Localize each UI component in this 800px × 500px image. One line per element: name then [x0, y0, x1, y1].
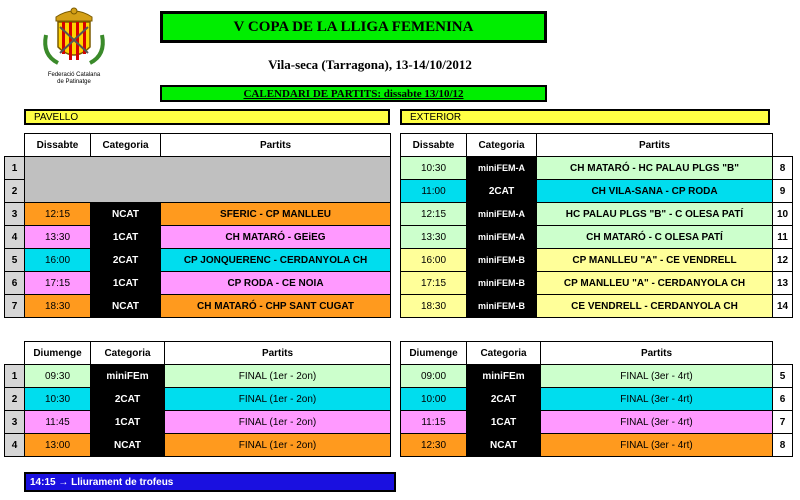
saturday-table [4, 133, 793, 318]
saturday-header-row [5, 134, 793, 157]
match-teams: FINAL (1er - 2on) [165, 388, 391, 411]
match-category: miniFEM-B [467, 272, 537, 295]
row-number: 13 [773, 272, 793, 295]
match-category: NCAT [91, 203, 161, 226]
match-teams: HC PALAU PLGS "B" - C OLESA PATÍ [537, 203, 773, 226]
match-category: 1CAT [91, 272, 161, 295]
match-time: 16:00 [25, 249, 91, 272]
match-time: 09:30 [25, 365, 91, 388]
sunday-table [4, 341, 793, 457]
match-teams: CH MATARÓ - GEiEG [161, 226, 391, 249]
match-teams: CH MATARÓ - HC PALAU PLGS "B" [537, 157, 773, 180]
row-number: 10 [773, 203, 793, 226]
match-time: 11:45 [25, 411, 91, 434]
subtitle: Vila-seca (Tarragona), 13-14/10/2012 [268, 57, 472, 72]
match-category: miniFEm [91, 365, 165, 388]
row-number: 4 [5, 434, 25, 457]
table-row [5, 365, 793, 388]
match-category: miniFEM-B [467, 295, 537, 318]
row-number: 4 [5, 226, 25, 249]
match-category: 2CAT [91, 388, 165, 411]
match-time: 18:30 [401, 295, 467, 318]
match-category: NCAT [467, 434, 541, 457]
match-teams: FINAL (1er - 2on) [165, 434, 391, 457]
match-category: 1CAT [91, 226, 161, 249]
match-time: 10:30 [25, 388, 91, 411]
match-category: 2CAT [91, 249, 161, 272]
col-partits: Partits [165, 342, 391, 365]
match-teams: CH MATARÓ - CHP SANT CUGAT [161, 295, 391, 318]
match-time: 12:15 [401, 203, 467, 226]
match-time: 13:30 [401, 226, 467, 249]
row-number: 3 [5, 411, 25, 434]
trophy-ceremony-banner: 14:15 → Lliurament de trofeus [24, 472, 396, 492]
row-number: 5 [5, 249, 25, 272]
match-teams: CP JONQUERENC - CERDANYOLA CH [161, 249, 391, 272]
match-teams: FINAL (3er - 4rt) [541, 434, 773, 457]
match-time: 10:30 [401, 157, 467, 180]
row-number: 7 [773, 411, 793, 434]
row-number: 6 [773, 388, 793, 411]
row-number: 6 [5, 272, 25, 295]
crest-icon [36, 5, 112, 69]
table-row [5, 295, 793, 318]
row-number: 14 [773, 295, 793, 318]
match-time: 11:15 [401, 411, 467, 434]
match-teams: FINAL (1er - 2on) [165, 365, 391, 388]
row-number: 12 [773, 249, 793, 272]
row-number: 3 [5, 203, 25, 226]
federation-logo [36, 5, 112, 83]
col-categoria: Categoria [91, 134, 161, 157]
row-number: 8 [773, 434, 793, 457]
match-category: miniFEM-A [467, 203, 537, 226]
col-diumenge-ext: Diumenge [401, 342, 467, 365]
match-teams: FINAL (3er - 4rt) [541, 411, 773, 434]
match-teams: FINAL (3er - 4rt) [541, 365, 773, 388]
match-teams: CP RODA - CE NOIA [161, 272, 391, 295]
col-diumenge: Diumenge [25, 342, 91, 365]
match-category: NCAT [91, 295, 161, 318]
match-time: 17:15 [401, 272, 467, 295]
row-number: 11 [773, 226, 793, 249]
section-exterior: EXTERIOR [400, 109, 770, 125]
row-number: 2 [5, 388, 25, 411]
page-title: V COPA DE LA LLIGA FEMENINA [160, 11, 547, 43]
table-row [5, 388, 793, 411]
table-row [5, 272, 793, 295]
empty-slot [25, 157, 391, 203]
match-teams: CH VILA-SANA - CP RODA [537, 180, 773, 203]
match-category: 2CAT [467, 180, 537, 203]
col-categoria-ext: Categoria [467, 134, 537, 157]
match-category: miniFEM-A [467, 157, 537, 180]
match-time: 17:15 [25, 272, 91, 295]
match-teams: FINAL (3er - 4rt) [541, 388, 773, 411]
match-category: 2CAT [467, 388, 541, 411]
match-time: 10:00 [401, 388, 467, 411]
match-category: miniFEM-B [467, 249, 537, 272]
calendar-label: CALENDARI DE PARTITS: dissabte 13/10/12 [160, 85, 547, 102]
match-time: 12:30 [401, 434, 467, 457]
table-row [5, 226, 793, 249]
col-categoria: Categoria [91, 342, 165, 365]
col-dissabte-ext: Dissabte [401, 134, 467, 157]
row-number: 1 [5, 157, 25, 180]
match-teams: CP MANLLEU "A" - CE VENDRELL [537, 249, 773, 272]
col-partits-ext: Partits [541, 342, 773, 365]
col-dissabte: Dissabte [25, 134, 91, 157]
table-row [5, 203, 793, 226]
table-row [5, 411, 793, 434]
match-teams: CE VENDRELL - CERDANYOLA CH [537, 295, 773, 318]
match-category: 1CAT [467, 411, 541, 434]
table-row [5, 434, 793, 457]
match-category: miniFEM-A [467, 226, 537, 249]
col-categoria-ext: Categoria [467, 342, 541, 365]
match-category: NCAT [91, 434, 165, 457]
table-row [5, 157, 793, 180]
match-time: 16:00 [401, 249, 467, 272]
match-teams: CH MATARÓ - C OLESA PATÍ [537, 226, 773, 249]
table-row [5, 249, 793, 272]
row-number: 5 [773, 365, 793, 388]
match-teams: FINAL (1er - 2on) [165, 411, 391, 434]
col-partits: Partits [161, 134, 391, 157]
section-pavello: PAVELLO [24, 109, 390, 125]
match-time: 13:30 [25, 226, 91, 249]
row-number: 7 [5, 295, 25, 318]
match-time: 09:00 [401, 365, 467, 388]
logo-text-1: Federació Catalana [47, 72, 101, 78]
logo-text-2: de Patinatge [57, 79, 91, 85]
match-category: 1CAT [91, 411, 165, 434]
col-partits-ext: Partits [537, 134, 773, 157]
match-time: 11:00 [401, 180, 467, 203]
match-time: 12:15 [25, 203, 91, 226]
row-number: 2 [5, 180, 25, 203]
match-teams: SFERIC - CP MANLLEU [161, 203, 391, 226]
match-time: 18:30 [25, 295, 91, 318]
row-number: 1 [5, 365, 25, 388]
match-time: 13:00 [25, 434, 91, 457]
match-teams: CP MANLLEU "A" - CERDANYOLA CH [537, 272, 773, 295]
sunday-header-row [5, 342, 793, 365]
row-number: 8 [773, 157, 793, 180]
row-number: 9 [773, 180, 793, 203]
match-category: miniFEm [467, 365, 541, 388]
